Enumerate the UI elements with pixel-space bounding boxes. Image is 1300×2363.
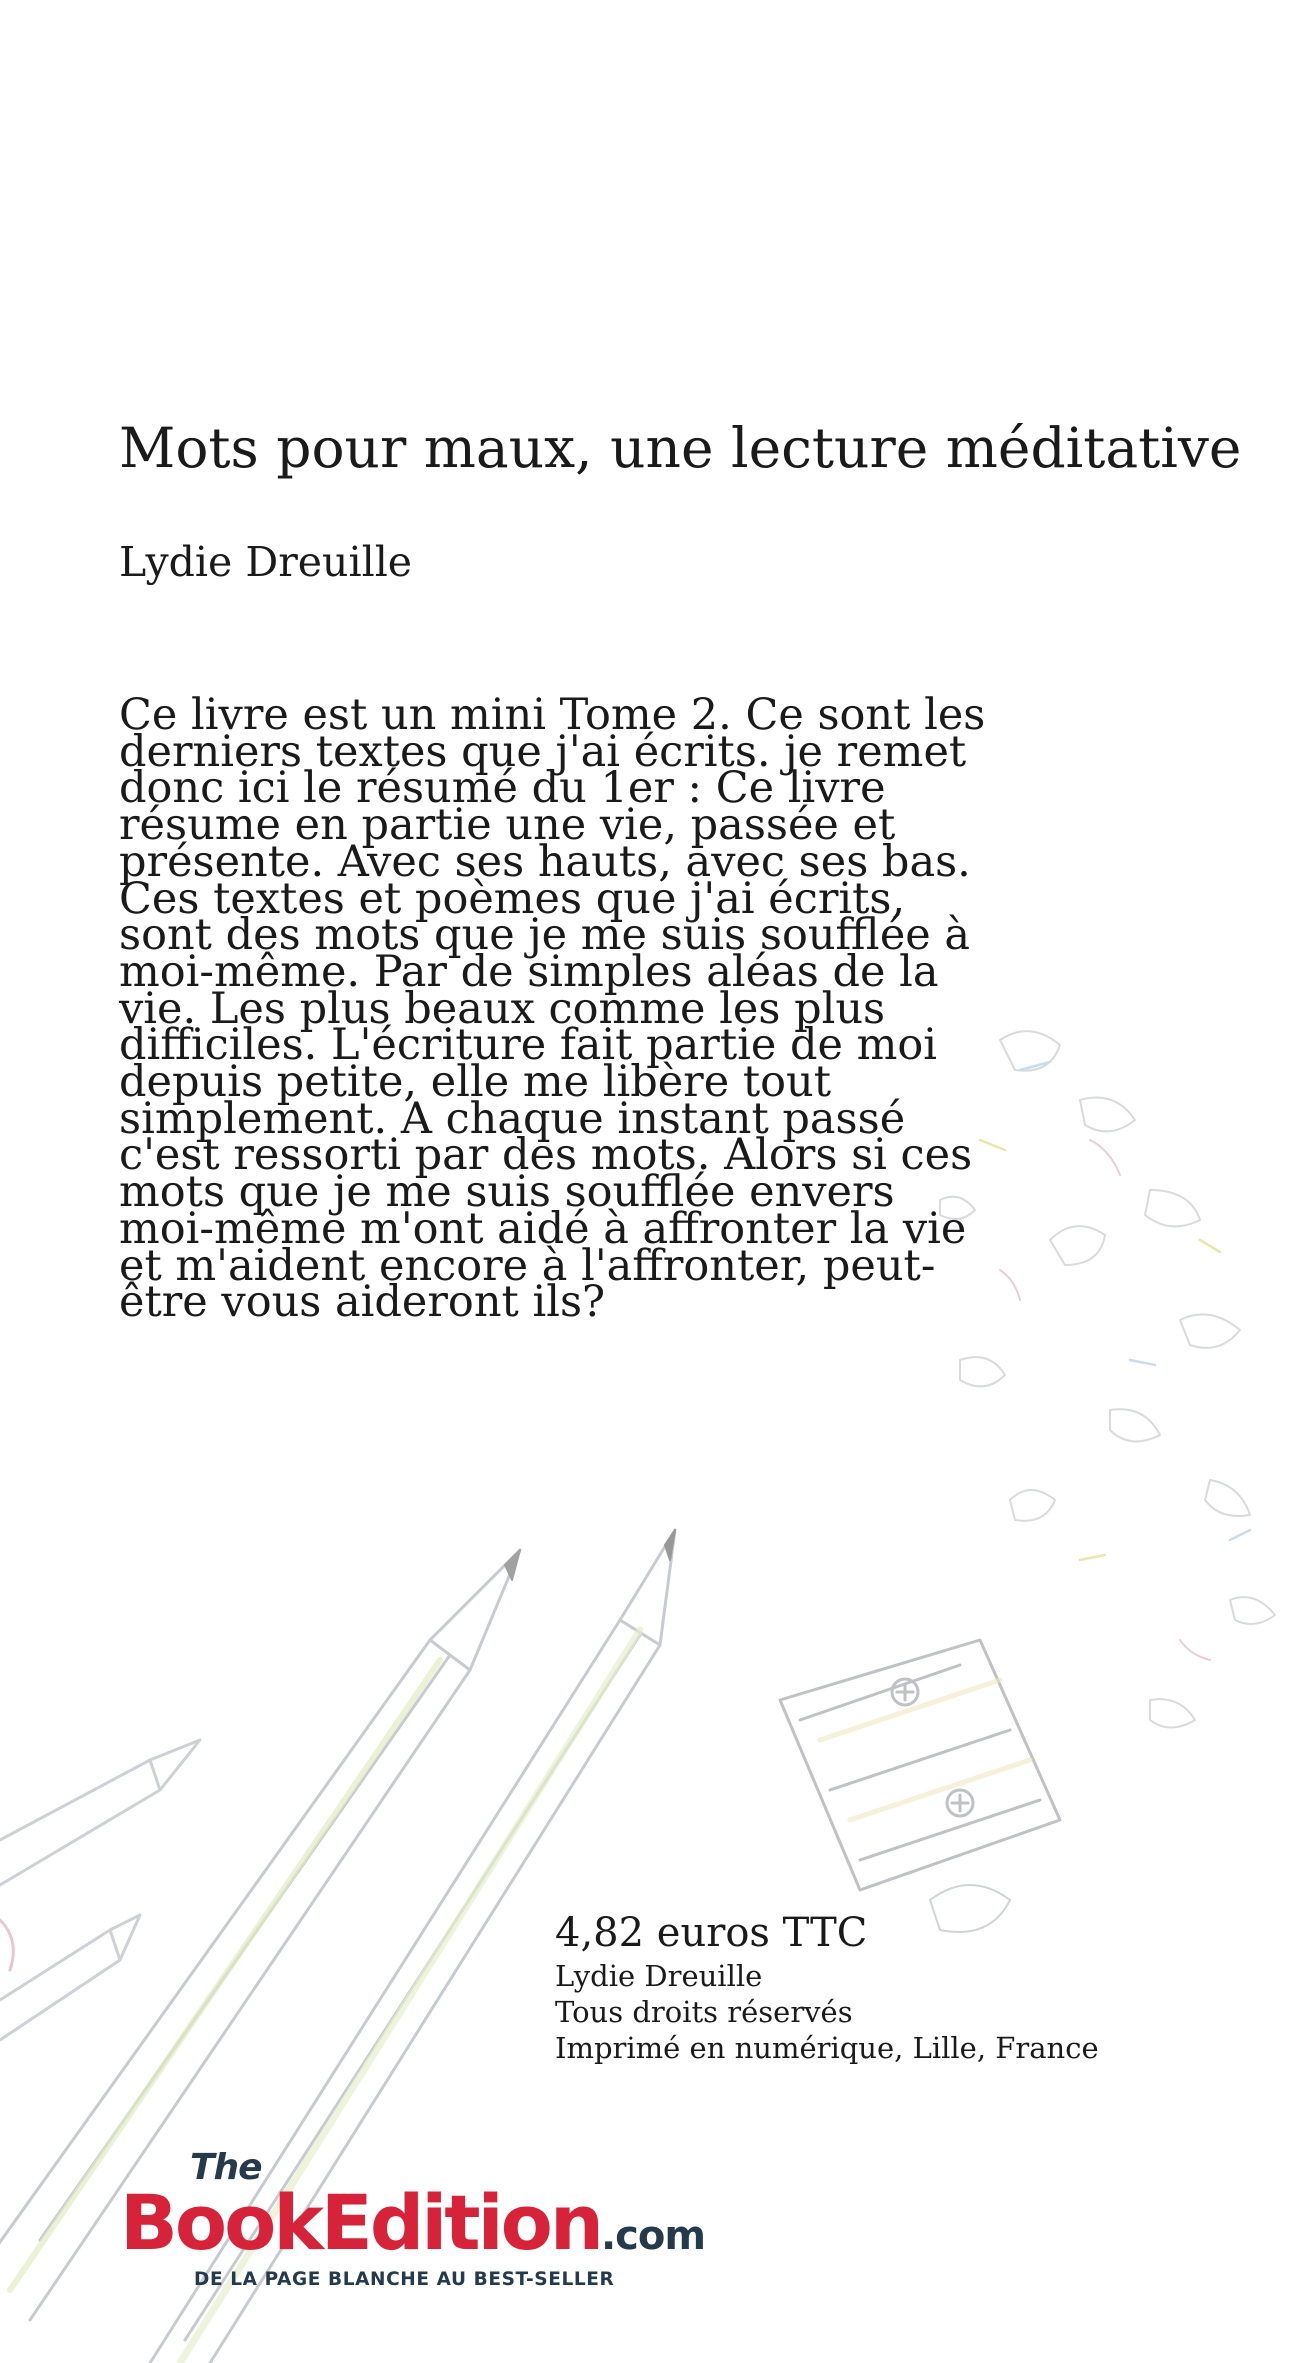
book-title: Mots pour maux, une lecture méditative [119, 416, 1242, 480]
colophon [555, 1908, 1255, 2066]
price: 4,82 euros TTC [555, 1910, 868, 1956]
book-author: Lydie Dreuille [119, 538, 413, 586]
logo-wordmark [120, 2178, 705, 2281]
logo-domain: .com [600, 2213, 706, 2259]
logo-tagline: DE LA PAGE BLANCHE AU BEST-SELLER [194, 2269, 615, 2290]
colophon-author: Lydie Dreuille [555, 1959, 763, 1993]
publisher-logo [120, 2147, 720, 2300]
logo-name: BookEdition [120, 2178, 601, 2267]
book-summary: Ce livre est un mini Tome 2. Ce sont les derniers textes que j'ai écrits. je remet donc ici le résumé du 1er : Ce livre résume en partie une vie, passée et présente. Avec ses hauts, avec ses bas. Ces textes et poèmes que j'ai écrits, sont des mots que je me suis soufflée à moi-même. Par de simples aléas de la vie. Les plus beaux comme les plus difficiles. L'écriture fait partie de moi depuis petite, elle me libère tout simplement. A chaque instant passé c'est ressorti par des mots. Alors si ces mots que je me suis soufflée envers moi-même m'ont aidé à affronter la vie et m'aident encore à l'affronter, peut-être vous aideront ils? [119, 690, 986, 1328]
logo-the: The [190, 2147, 262, 2188]
printing-notice: Imprimé en numérique, Lille, France [555, 2031, 1099, 2065]
rights-notice: Tous droits réservés [555, 1995, 853, 2029]
